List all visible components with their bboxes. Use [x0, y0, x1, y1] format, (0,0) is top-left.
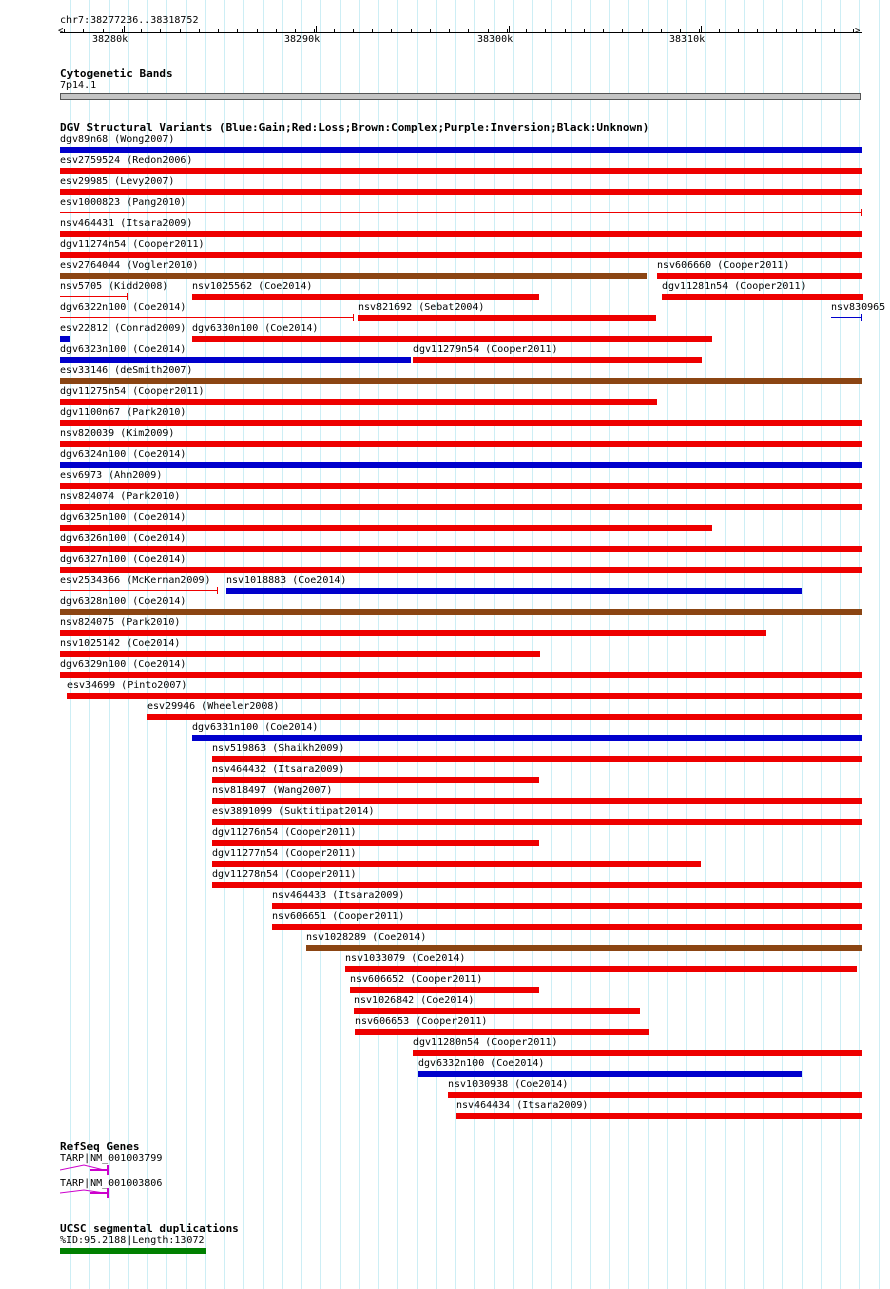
- variant-label[interactable]: nsv820039 (Kim2009): [60, 428, 175, 439]
- variant-label[interactable]: nsv1030938 (Coe2014): [448, 1079, 569, 1090]
- variant-label[interactable]: esv29946 (Wheeler2008): [147, 701, 280, 712]
- gene-label[interactable]: TARP|NM_001003806: [60, 1178, 163, 1189]
- refseq-track-title: RefSeq Genes: [60, 1140, 140, 1153]
- ruler-minor-tick: [796, 29, 797, 33]
- variant-label[interactable]: dgv6327n100 (Coe2014): [60, 554, 187, 565]
- variant-bar[interactable]: [212, 777, 539, 783]
- variant-label[interactable]: dgv6324n100 (Coe2014): [60, 449, 187, 460]
- variant-bar[interactable]: [192, 294, 539, 300]
- variant-bar[interactable]: [60, 609, 862, 615]
- ruler-minor-tick: [64, 29, 65, 33]
- variant-label[interactable]: dgv1100n67 (Park2010): [60, 407, 187, 418]
- ruler-minor-tick: [237, 29, 238, 33]
- ruler-tick: [509, 26, 510, 33]
- variant-label[interactable]: dgv6330n100 (Coe2014): [192, 323, 319, 334]
- variant-label[interactable]: dgv6332n100 (Coe2014): [418, 1058, 545, 1069]
- ruler-tick-label: 38300k: [477, 34, 514, 45]
- variant-label[interactable]: nsv830965: [831, 302, 886, 313]
- variant-bar[interactable]: [306, 945, 862, 951]
- ruler-minor-tick: [603, 29, 604, 33]
- ruler-minor-tick: [545, 29, 546, 33]
- gene-label[interactable]: TARP|NM_001003799: [60, 1153, 163, 1164]
- ruler-tick: [316, 26, 317, 33]
- variant-label[interactable]: nsv1026842 (Coe2014): [354, 995, 475, 1006]
- variant-label[interactable]: dgv11276n54 (Cooper2011): [212, 827, 357, 838]
- position-label: chr7:38277236..38318752: [60, 15, 199, 26]
- variant-bar[interactable]: [413, 357, 702, 363]
- ruler-minor-tick: [853, 29, 854, 33]
- ruler-minor-tick: [526, 29, 527, 33]
- variant-label[interactable]: nsv606653 (Cooper2011): [355, 1016, 488, 1027]
- variant-label[interactable]: dgv11275n54 (Cooper2011): [60, 386, 205, 397]
- ruler-minor-tick: [719, 29, 720, 33]
- variant-bar[interactable]: [456, 1113, 862, 1119]
- variant-label[interactable]: dgv6322n100 (Coe2014): [60, 302, 187, 313]
- ruler-minor-tick: [699, 29, 700, 33]
- variant-label[interactable]: nsv606651 (Cooper2011): [272, 911, 405, 922]
- ruler-minor-tick: [160, 29, 161, 33]
- ruler-minor-tick: [757, 29, 758, 33]
- variant-bar[interactable]: [212, 840, 539, 846]
- variant-label[interactable]: nsv606652 (Cooper2011): [350, 974, 483, 985]
- variant-label[interactable]: esv6973 (Ahn2009): [60, 470, 163, 481]
- variant-label[interactable]: dgv11277n54 (Cooper2011): [212, 848, 357, 859]
- variant-label[interactable]: dgv6329n100 (Coe2014): [60, 659, 187, 670]
- cytoband-label: 7p14.1: [60, 80, 97, 91]
- variant-label[interactable]: dgv6325n100 (Coe2014): [60, 512, 187, 523]
- variant-bar[interactable]: [212, 882, 862, 888]
- ruler-minor-tick: [834, 29, 835, 33]
- variant-label[interactable]: dgv11281n54 (Cooper2011): [662, 281, 807, 292]
- variant-bar[interactable]: [418, 1071, 802, 1077]
- variant-label[interactable]: nsv824074 (Park2010): [60, 491, 181, 502]
- ruler-minor-tick: [391, 29, 392, 33]
- variant-bar[interactable]: [192, 336, 712, 342]
- variant-bar[interactable]: [60, 651, 540, 657]
- grid-line: [879, 0, 880, 1289]
- variant-bar[interactable]: [272, 903, 862, 909]
- variant-bar[interactable]: [60, 189, 862, 195]
- variant-label[interactable]: nsv1028289 (Coe2014): [306, 932, 427, 943]
- variant-bar[interactable]: [272, 924, 862, 930]
- ruler-minor-tick: [295, 29, 296, 33]
- variant-label[interactable]: nsv1033079 (Coe2014): [345, 953, 466, 964]
- variant-bar[interactable]: [60, 590, 218, 591]
- variant-label[interactable]: esv2534366 (McKernan2009): [60, 575, 211, 586]
- variant-bar[interactable]: [60, 357, 411, 363]
- variant-bar[interactable]: [413, 1050, 862, 1056]
- ruler-minor-tick: [122, 29, 123, 33]
- ruler-minor-tick: [430, 29, 431, 33]
- ruler-minor-tick: [565, 29, 566, 33]
- variant-bar[interactable]: [212, 798, 862, 804]
- variant-bar[interactable]: [60, 420, 862, 426]
- variant-bar[interactable]: [60, 525, 712, 531]
- variant-bar[interactable]: [212, 819, 862, 825]
- ruler-minor-tick: [218, 29, 219, 33]
- segdup-track-title: UCSC segmental duplications: [60, 1222, 239, 1235]
- variant-bar[interactable]: [60, 672, 862, 678]
- variant-bar[interactable]: [60, 462, 862, 468]
- variant-label[interactable]: nsv464433 (Itsara2009): [272, 890, 405, 901]
- variant-label[interactable]: esv22812 (Conrad2009): [60, 323, 187, 334]
- variant-bar[interactable]: [60, 441, 862, 447]
- variant-label[interactable]: dgv11274n54 (Cooper2011): [60, 239, 205, 250]
- ruler-minor-tick: [314, 29, 315, 33]
- variant-label[interactable]: esv2764044 (Vogler2010): [60, 260, 199, 271]
- variant-label[interactable]: nsv821692 (Sebat2004): [358, 302, 485, 313]
- segdup-label[interactable]: %ID:95.2188|Length:13072: [60, 1235, 205, 1246]
- variant-label[interactable]: esv33146 (deSmith2007): [60, 365, 193, 376]
- ruler-minor-tick: [622, 29, 623, 33]
- variant-bar[interactable]: [60, 378, 862, 384]
- variant-label[interactable]: nsv824075 (Park2010): [60, 617, 181, 628]
- variant-label[interactable]: esv34699 (Pinto2007): [67, 680, 188, 691]
- variant-label[interactable]: nsv464431 (Itsara2009): [60, 218, 193, 229]
- variant-bar[interactable]: [60, 168, 862, 174]
- variant-bar[interactable]: [358, 315, 656, 321]
- variant-label[interactable]: nsv606660 (Cooper2011): [657, 260, 790, 271]
- ruler-minor-tick: [507, 29, 508, 33]
- ruler-minor-tick: [141, 29, 142, 33]
- ruler-tick-label: 38290k: [284, 34, 321, 45]
- ruler-right-arrow: >: [855, 26, 861, 36]
- variant-label[interactable]: dgv6328n100 (Coe2014): [60, 596, 187, 607]
- variant-label[interactable]: dgv11279n54 (Cooper2011): [413, 344, 558, 355]
- ruler-minor-tick: [411, 29, 412, 33]
- variant-label[interactable]: nsv464434 (Itsara2009): [456, 1100, 589, 1111]
- variant-bar[interactable]: [60, 630, 766, 636]
- ruler-minor-tick: [661, 29, 662, 33]
- variant-bar[interactable]: [60, 504, 862, 510]
- variant-label[interactable]: nsv519863 (Shaikh2009): [212, 743, 345, 754]
- variant-label[interactable]: esv1000823 (Pang2010): [60, 197, 187, 208]
- variant-bar[interactable]: [226, 588, 802, 594]
- variant-label[interactable]: esv3891099 (Suktitipat2014): [212, 806, 375, 817]
- variant-label[interactable]: nsv1018883 (Coe2014): [226, 575, 347, 586]
- variant-bar[interactable]: [354, 1008, 640, 1014]
- ruler-minor-tick: [276, 29, 277, 33]
- variant-label[interactable]: nsv464432 (Itsara2009): [212, 764, 345, 775]
- variant-bar[interactable]: [60, 252, 862, 258]
- variant-bar[interactable]: [60, 147, 862, 153]
- variant-label[interactable]: nsv1025142 (Coe2014): [60, 638, 181, 649]
- ruler-left-arrow: <: [58, 26, 64, 36]
- ruler-minor-tick: [257, 29, 258, 33]
- variant-bar[interactable]: [448, 1092, 862, 1098]
- variant-bar[interactable]: [60, 546, 862, 552]
- ruler-minor-tick: [776, 29, 777, 33]
- ruler-minor-tick: [449, 29, 450, 33]
- segdup-bar[interactable]: [60, 1248, 206, 1254]
- variant-bar[interactable]: [355, 1029, 649, 1035]
- variant-bar[interactable]: [60, 399, 657, 405]
- variant-bar[interactable]: [60, 273, 647, 279]
- variant-bar[interactable]: [147, 714, 862, 720]
- gene-model[interactable]: [60, 1187, 112, 1201]
- ruler-minor-tick: [815, 29, 816, 33]
- variant-bar[interactable]: [212, 861, 701, 867]
- variant-bar[interactable]: [212, 756, 862, 762]
- variant-bar[interactable]: [67, 693, 862, 699]
- variant-bar[interactable]: [350, 987, 539, 993]
- variant-label[interactable]: nsv818497 (Wang2007): [212, 785, 333, 796]
- variant-bar[interactable]: [60, 483, 862, 489]
- ruler-minor-tick: [372, 29, 373, 33]
- variant-bar[interactable]: [192, 735, 862, 741]
- variant-label[interactable]: esv29985 (Levy2007): [60, 176, 175, 187]
- ruler-tick-label: 38310k: [669, 34, 706, 45]
- ruler-minor-tick: [334, 29, 335, 33]
- variant-bar[interactable]: [60, 296, 128, 297]
- ruler-minor-tick: [83, 29, 84, 33]
- variant-bar[interactable]: [60, 231, 862, 237]
- gene-model[interactable]: [60, 1162, 112, 1176]
- variant-bar[interactable]: [662, 294, 863, 300]
- variant-label[interactable]: dgv6326n100 (Coe2014): [60, 533, 187, 544]
- cytoband-title: Cytogenetic Bands: [60, 67, 173, 80]
- ruler-minor-tick: [488, 29, 489, 33]
- variant-bar[interactable]: [60, 317, 354, 318]
- ruler-minor-tick: [738, 29, 739, 33]
- variant-label[interactable]: nsv5705 (Kidd2008): [60, 281, 169, 292]
- ruler-tick-label: 38280k: [92, 34, 129, 45]
- variant-bar[interactable]: [60, 336, 70, 342]
- variant-label[interactable]: dgv89n68 (Wong2007): [60, 134, 175, 145]
- dgv-track-title: DGV Structural Variants (Blue:Gain;Red:Loss;Brown:Complex;Purple:Inversion;Black:Unknown): [60, 121, 650, 134]
- ruler-minor-tick: [353, 29, 354, 33]
- ruler-minor-tick: [584, 29, 585, 33]
- variant-bar[interactable]: [60, 567, 862, 573]
- variant-label[interactable]: nsv1025562 (Coe2014): [192, 281, 313, 292]
- variant-label[interactable]: dgv6323n100 (Coe2014): [60, 344, 187, 355]
- ruler-minor-tick: [680, 29, 681, 33]
- ruler-minor-tick: [642, 29, 643, 33]
- variant-bar[interactable]: [657, 273, 862, 279]
- variant-label[interactable]: dgv6331n100 (Coe2014): [192, 722, 319, 733]
- variant-label[interactable]: esv2759524 (Redon2006): [60, 155, 193, 166]
- variant-label[interactable]: dgv11278n54 (Cooper2011): [212, 869, 357, 880]
- ruler-minor-tick: [468, 29, 469, 33]
- ruler-minor-tick: [180, 29, 181, 33]
- ruler-tick: [124, 26, 125, 33]
- variant-bar[interactable]: [831, 317, 862, 318]
- variant-label[interactable]: dgv11280n54 (Cooper2011): [413, 1037, 558, 1048]
- cytoband-bar[interactable]: [60, 93, 861, 100]
- ruler-minor-tick: [199, 29, 200, 33]
- variant-bar[interactable]: [345, 966, 857, 972]
- ruler-minor-tick: [103, 29, 104, 33]
- variant-bar[interactable]: [60, 212, 862, 213]
- ruler-tick: [701, 26, 702, 33]
